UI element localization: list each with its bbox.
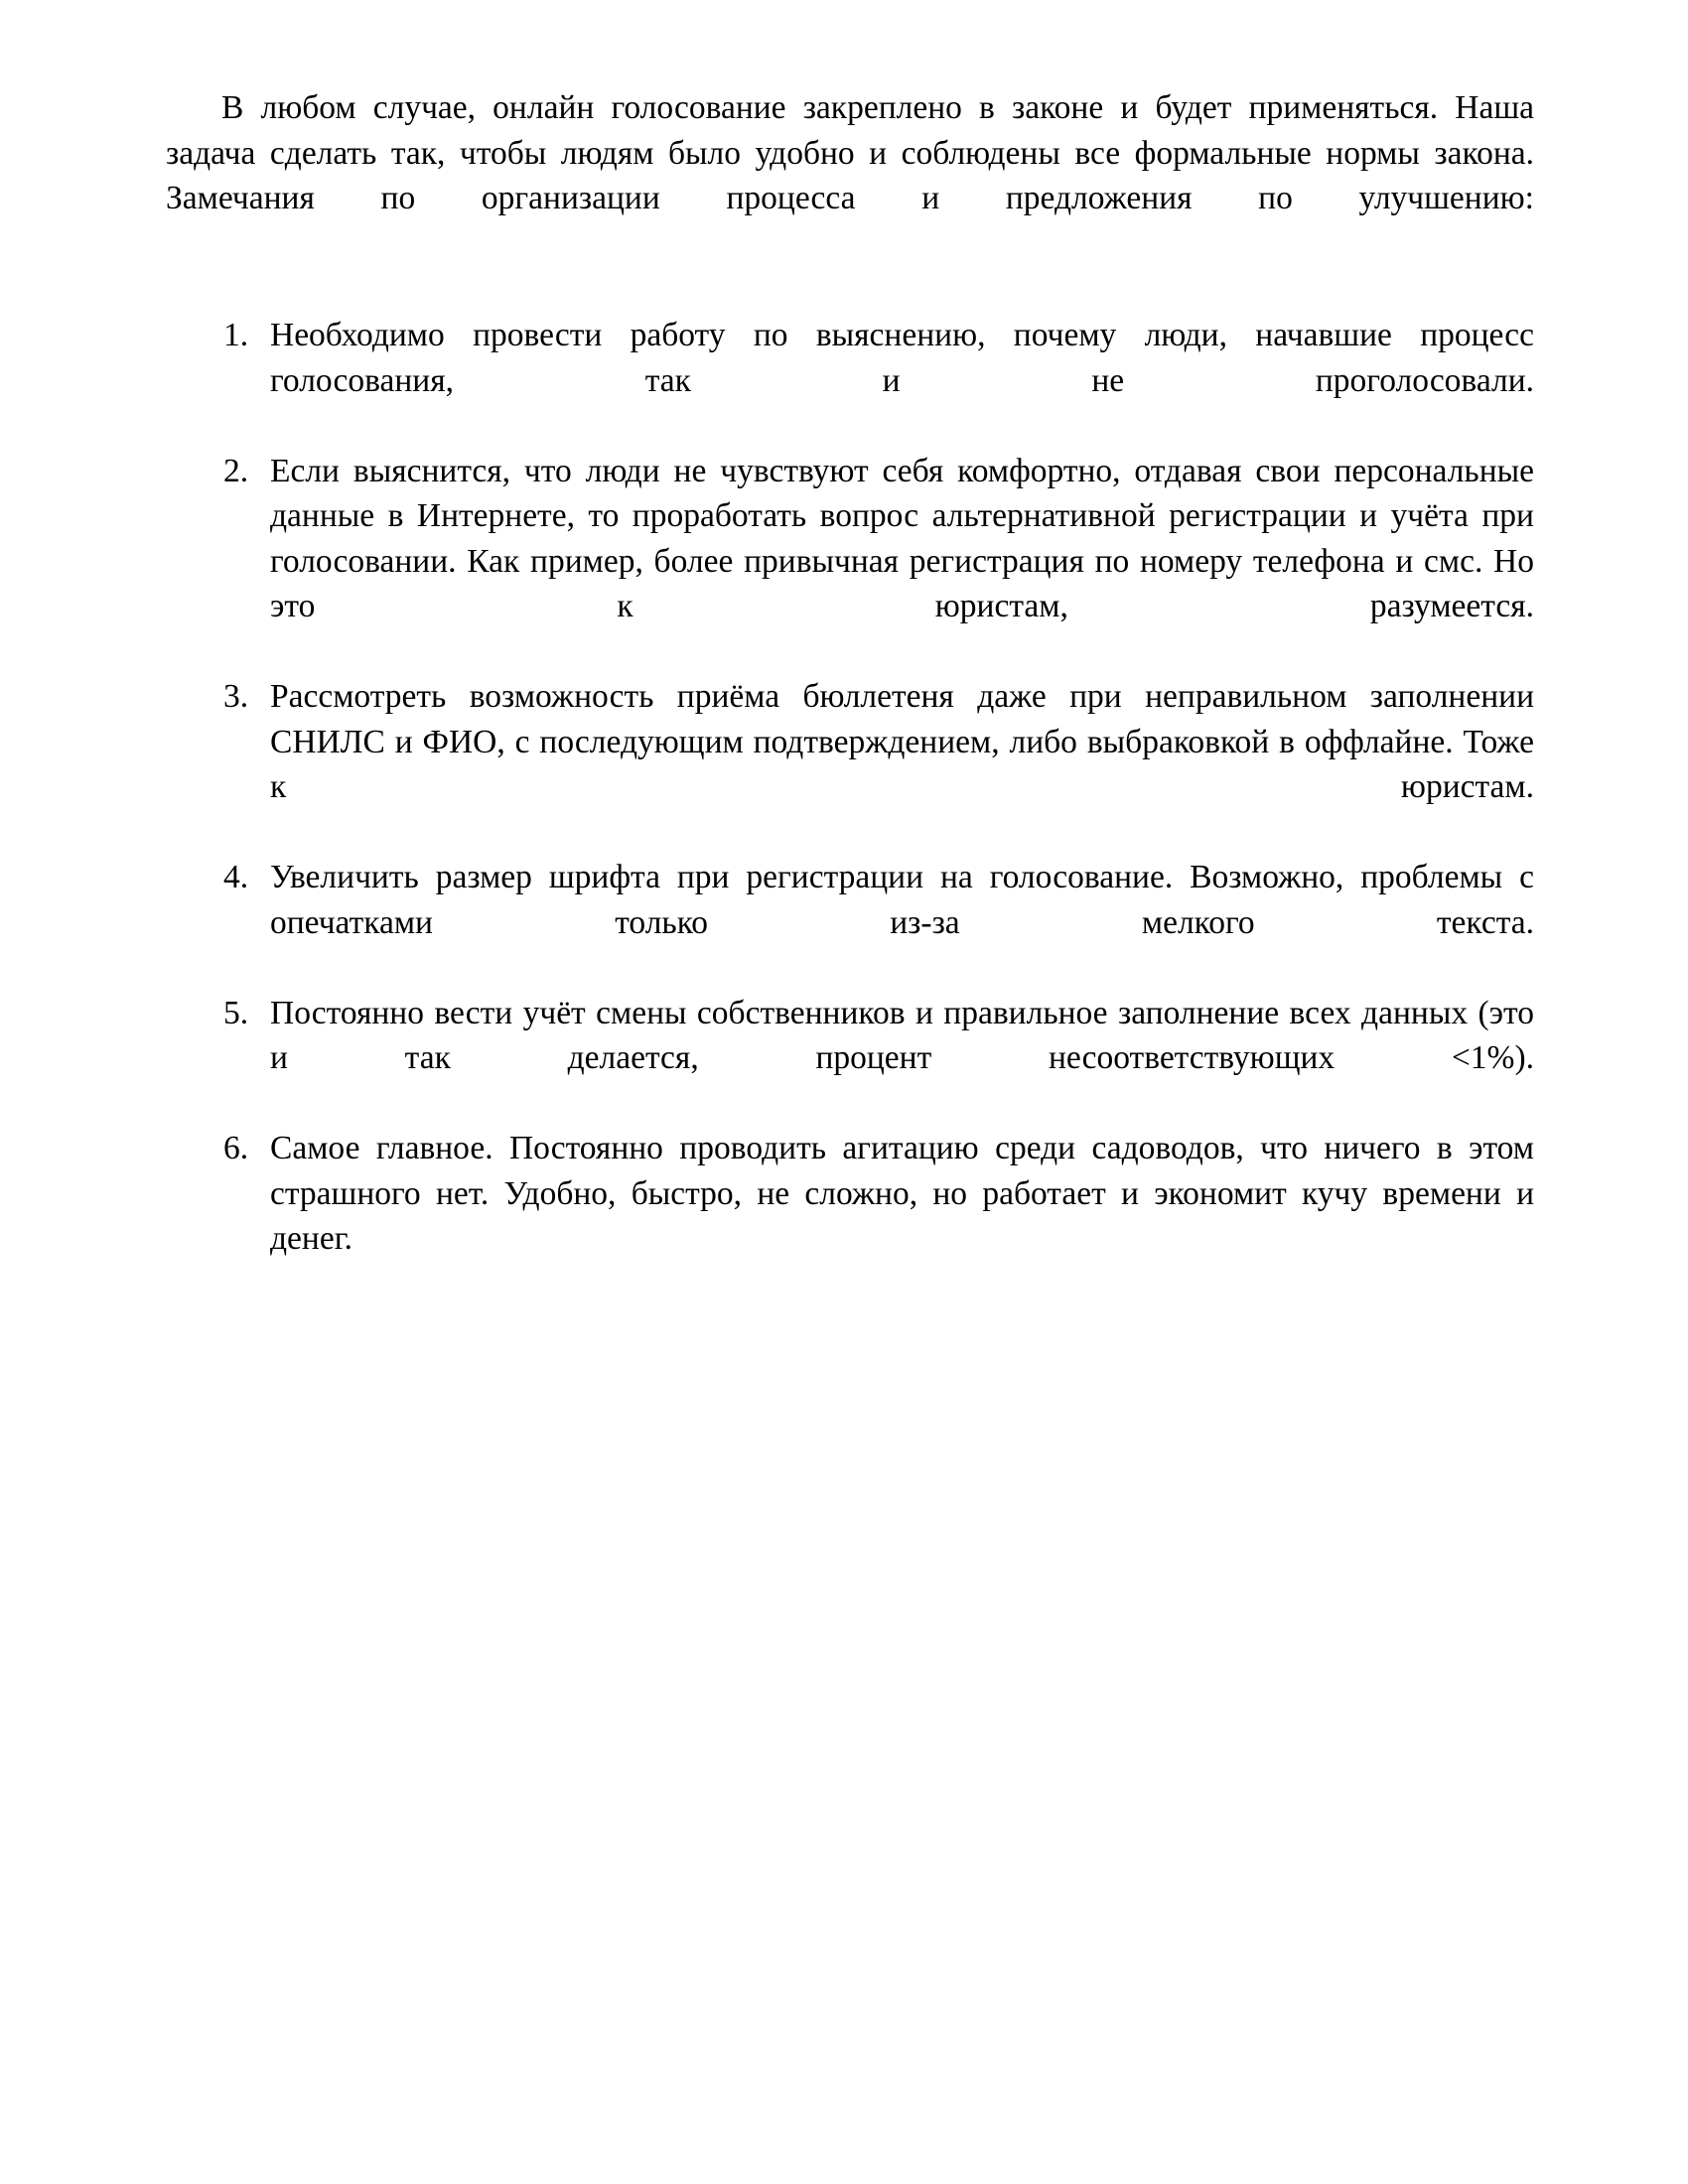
- list-item-marker: 4.: [223, 859, 249, 895]
- list-item: [166, 313, 1534, 449]
- list-item-marker: 5.: [223, 994, 249, 1031]
- list-item-marker: 2.: [223, 452, 249, 489]
- list-item-text: Необходимо провести работу по выяснению, почему люди, начавшие процесс голосования, так и не проголосовали.: [270, 317, 1534, 399]
- list-item: [166, 674, 1534, 855]
- list-item-marker: 6.: [223, 1130, 249, 1166]
- list-item-marker: 3.: [223, 678, 249, 715]
- list-item: [166, 855, 1534, 991]
- list-item-text: Увеличить размер шрифта при регистрации на голосование. Возможно, проблемы с опечатками только из-за мелкого текста.: [270, 859, 1534, 941]
- proposal-list: [166, 313, 1534, 1306]
- list-item: [166, 1126, 1534, 1306]
- document-content: [166, 85, 1534, 1306]
- list-item-text: Если выяснится, что люди не чувствуют себя комфортно, отдавая свои персональные данные в Интернете, то проработать вопрос альтернативной регистрации и учёта при голосовании. Как пример, более привычная регистрация по номеру телефона и смс. Но это к юристам, разумеется.: [270, 452, 1534, 624]
- list-item: [166, 449, 1534, 675]
- list-item: [166, 991, 1534, 1127]
- list-item-text: Постоянно вести учёт смены собственников и правильное заполнение всех данных (это и так делается, процент несоответствующих <1%).: [270, 994, 1534, 1076]
- list-item-marker: 1.: [223, 317, 249, 353]
- intro-paragraph: В любом случае, онлайн голосование закреплено в законе и будет применяться. Наша задача сделать так, чтобы людям было удобно и соблюдены все формальные нормы закона. Замечания по организации процесса и предложения по улучшению:: [166, 89, 1534, 216]
- list-item-text: Рассмотреть возможность приёма бюллетеня даже при неправильном заполнении СНИЛС и ФИО, с последующим подтверждением, либо выбраковкой в оффлайне. Тоже к юристам.: [270, 678, 1534, 805]
- list-item-text: Самое главное. Постоянно проводить агитацию среди садоводов, что ничего в этом страшного нет. Удобно, быстро, не сложно, но работает и экономит кучу времени и денег.: [270, 1130, 1534, 1257]
